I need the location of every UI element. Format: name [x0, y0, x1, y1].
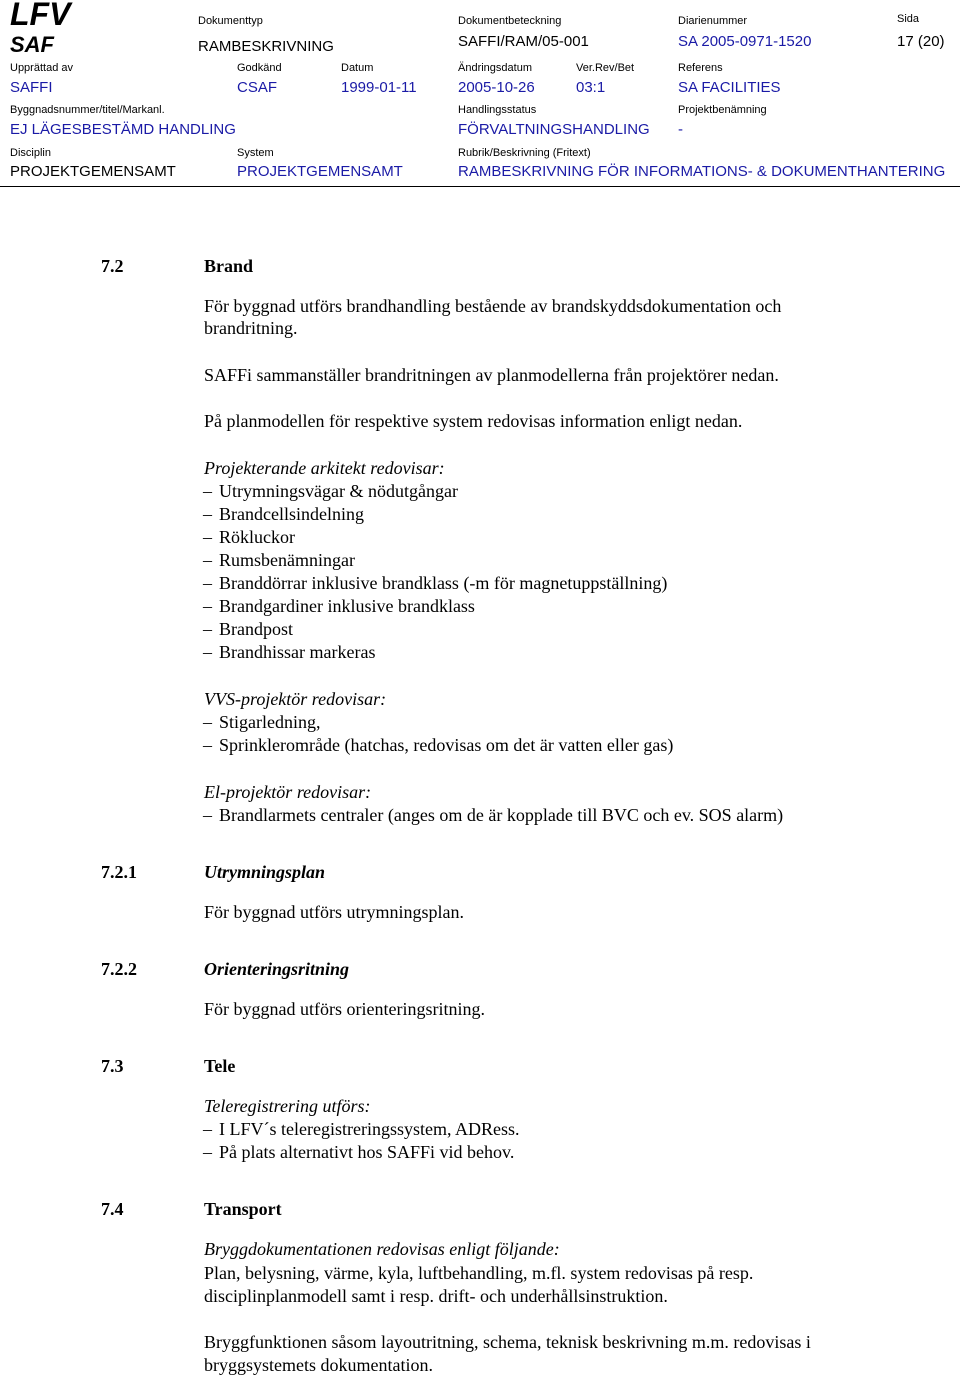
diarienummer-value: SA 2005-0971-1520	[678, 33, 812, 50]
arkitekt-item: – Brandcellsindelning	[203, 503, 364, 526]
dokumenttyp-value: RAMBESKRIVNING	[198, 38, 334, 55]
rubrik-label: Rubrik/Beskrivning (Fritext)	[458, 147, 591, 159]
diarienummer-label: Diarienummer	[678, 15, 748, 27]
byggnad-value: EJ LÄGESBESTÄMD HANDLING	[10, 121, 236, 138]
brand-paragraph-1b: brandritning.	[204, 318, 298, 338]
sida-value: 17 (20)	[897, 33, 945, 50]
referens-label: Referens	[678, 62, 723, 74]
byggnad-label: Byggnadsnummer/titel/Markanl.	[10, 104, 165, 116]
el-heading: El-projektör redovisar:	[204, 782, 372, 802]
section-7-2-2-title: Orienteringsritning	[204, 959, 350, 979]
lfv-logo: LFV	[10, 0, 71, 32]
handlingsstatus-label: Handlingsstatus	[458, 104, 537, 116]
transport-paragraph-2b: bryggsystemets dokumentation.	[204, 1355, 433, 1375]
orienteringsritning-text: För byggnad utförs orienteringsritning.	[204, 999, 485, 1019]
transport-heading: Bryggdokumentationen redovisas enligt följande:	[204, 1239, 560, 1259]
arkitekt-item: – Branddörrar inklusive brandklass (-m för magnetuppställning)	[203, 572, 667, 595]
transport-paragraph-1b: disciplinplanmodell samt i resp. drift- och underhållsinstruktion.	[204, 1286, 668, 1306]
upprattad-label: Upprättad av	[10, 62, 73, 74]
section-7-2-number: 7.2	[101, 256, 124, 276]
system-label: System	[237, 147, 274, 159]
dokumentbeteckning-value: SAFFI/RAM/05-001	[458, 33, 589, 50]
saf-logo: SAF	[10, 32, 54, 57]
projektbenamning-label: Projektbenämning	[678, 104, 767, 116]
datum-value: 1999-01-11	[341, 79, 417, 96]
tele-heading: Teleregistrering utförs:	[204, 1096, 371, 1116]
arkitekt-heading: Projekterande arkitekt redovisar:	[204, 458, 445, 478]
brand-paragraph-1a: För byggnad utförs brandhandling bestående av brandskyddsdokumentation och	[204, 296, 782, 316]
arkitekt-item: – Brandhissar markeras	[203, 641, 375, 664]
tele-item: – På plats alternativt hos SAFFi vid behov.	[203, 1141, 514, 1164]
utrymningsplan-text: För byggnad utförs utrymningsplan.	[204, 902, 464, 922]
projektbenamning-value: -	[678, 121, 683, 138]
arkitekt-item: – Brandgardiner inklusive brandklass	[203, 595, 475, 618]
arkitekt-item: – Utrymningsvägar & nödutgångar	[203, 480, 458, 503]
disciplin-value: PROJEKTGEMENSAMT	[10, 163, 176, 180]
referens-value: SA FACILITIES	[678, 79, 781, 96]
section-7-2-title: Brand	[204, 256, 254, 276]
brand-paragraph-2: SAFFi sammanställer brandritningen av planmodellerna från projektörer nedan.	[204, 365, 779, 385]
disciplin-label: Disciplin	[10, 147, 51, 159]
handlingsstatus-value: FÖRVALTNINGSHANDLING	[458, 121, 650, 138]
tele-item: – I LFV´s teleregistreringssystem, ADRess.	[203, 1118, 519, 1141]
section-7-3-title: Tele	[204, 1056, 236, 1076]
verrev-value: 03:1	[576, 79, 606, 96]
vvs-item: – Sprinklerområde (hatchas, redovisas om det är vatten eller gas)	[203, 734, 673, 757]
rubrik-value: RAMBESKRIVNING FÖR INFORMATIONS- & DOKUMENTHANTERING	[458, 163, 946, 180]
section-7-2-1-title: Utrymningsplan	[204, 862, 326, 882]
vvs-item: – Stigarledning,	[203, 711, 321, 734]
system-value: PROJEKTGEMENSAMT	[237, 163, 403, 180]
verrev-label: Ver.Rev/Bet	[576, 62, 635, 74]
sida-label: Sida	[897, 13, 920, 25]
arkitekt-item: – Rökluckor	[203, 526, 295, 549]
section-7-2-1-number: 7.2.1	[101, 862, 137, 882]
godkand-label: Godkänd	[237, 62, 282, 74]
andringsdatum-value: 2005-10-26	[458, 79, 535, 96]
header-divider	[0, 186, 960, 187]
arkitekt-item: – Rumsbenämningar	[203, 549, 355, 572]
brand-paragraph-3: På planmodellen för respektive system redovisas information enligt nedan.	[204, 411, 743, 431]
datum-label: Datum	[341, 62, 374, 74]
el-item: – Brandlarmets centraler (anges om de är kopplade till BVC och ev. SOS alarm)	[203, 804, 783, 827]
section-7-4-title: Transport	[204, 1199, 282, 1219]
transport-paragraph-2a: Bryggfunktionen såsom layoutritning, schema, teknisk beskrivning m.m. redovisas i	[204, 1332, 811, 1352]
dokumentbeteckning-label: Dokumentbeteckning	[458, 15, 562, 27]
dokumenttyp-label: Dokumenttyp	[198, 15, 263, 27]
section-7-3-number: 7.3	[101, 1056, 124, 1076]
document-header	[0, 0, 960, 190]
arkitekt-item: – Brandpost	[203, 618, 293, 641]
vvs-heading: VVS-projektör redovisar:	[204, 689, 387, 709]
godkand-value: CSAF	[237, 79, 278, 96]
transport-paragraph-1a: Plan, belysning, värme, kyla, luftbehandling, m.fl. system redovisas på resp.	[204, 1263, 754, 1283]
section-7-4-number: 7.4	[101, 1199, 124, 1219]
section-7-2-2-number: 7.2.2	[101, 959, 137, 979]
andringsdatum-label: Ändringsdatum	[458, 62, 532, 74]
upprattad-value: SAFFI	[10, 79, 53, 96]
